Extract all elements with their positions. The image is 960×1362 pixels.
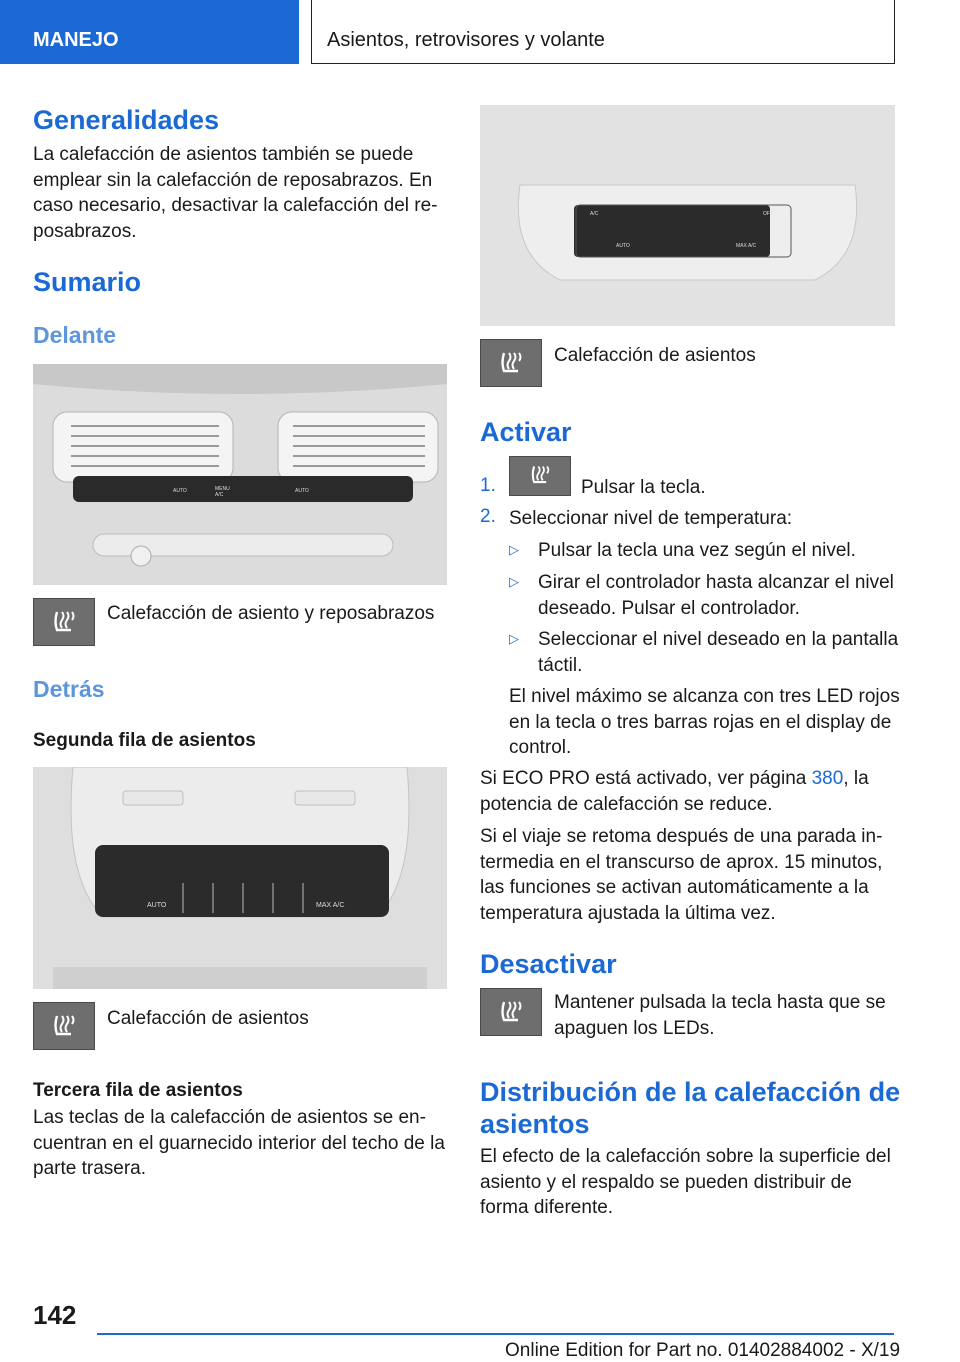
front-auto-label: AUTO <box>173 488 187 494</box>
bullet-2-text: Girar el controlador hasta alcanzar el nivel deseado. Pulsar el controlador. <box>538 572 894 619</box>
chapter-label: MANEJO <box>33 29 119 51</box>
section-header <box>311 0 895 64</box>
third-row-caption: Calefacción de asientos <box>554 345 756 366</box>
footer-divider <box>97 1333 894 1335</box>
tercera-fila-heading: Tercera fila de asientos <box>33 1080 243 1101</box>
step-2-number: 2. <box>480 506 496 527</box>
distribucion-heading: Distribución de la calefacción de asientos <box>480 1077 901 1139</box>
step-1-text: Pulsar la tecla. <box>581 477 706 498</box>
generalidades-paragraph: La calefacción de asientos también se puede emplear sin la calefacción de reposabrazos. En caso necesario, desactivar la calefacción del re‐ posabrazos. <box>33 144 438 242</box>
seat-heating-icon-third <box>480 339 542 387</box>
second-row-caption: Calefacción de asientos <box>107 1008 309 1029</box>
rear-auto-label: AUTO <box>147 902 167 909</box>
step-1-number: 1. <box>480 475 496 496</box>
desactivar-heading: Desactivar <box>480 949 617 979</box>
delante-heading: Delante <box>33 322 117 348</box>
seat-heating-icon-rear <box>33 1002 95 1050</box>
seat-heating-key-icon <box>509 456 571 496</box>
front-climate-panel-image <box>33 364 447 585</box>
third-row-panel-image <box>480 105 895 326</box>
bullet-marker-3: ▷ <box>509 631 519 646</box>
segunda-fila-heading: Segunda fila de asientos <box>33 730 256 751</box>
page-380-link[interactable]: 380 <box>811 768 844 789</box>
desactivar-paragraph: Mantener pulsada la tecla hasta que se apaguen los LEDs. <box>554 992 886 1039</box>
footer-edition: Online Edition for Part no. 01402884002 - X/19 <box>505 1340 901 1361</box>
second-row-panel-image <box>33 767 447 989</box>
front-ac-label: A/C <box>215 492 224 498</box>
bullet-3-text: Seleccionar el nivel deseado en la pantalla táctil. <box>538 629 899 676</box>
bullet-marker-1: ▷ <box>509 542 519 557</box>
front-panel-illustration <box>33 364 447 585</box>
chapter-tab[interactable] <box>0 0 299 64</box>
overhead-off-label: OFF <box>763 211 773 217</box>
detras-heading: Detrás <box>33 676 105 702</box>
rear-max-ac-label: MAX A/C <box>316 902 345 909</box>
section-title: Asientos, retrovisores y volante <box>327 29 605 51</box>
distribucion-paragraph: El efecto de la calefacción sobre la superficie del asiento y el respaldo se pueden distribuir de forma diferente. <box>480 1146 891 1219</box>
seat-heating-icon-desactivar <box>480 988 542 1036</box>
sumario-heading: Sumario <box>33 267 142 297</box>
overhead-ac-label: A/C <box>590 211 599 217</box>
overhead-auto-label: AUTO <box>616 243 630 249</box>
bullet-1-text: Pulsar la tecla una vez según el nivel. <box>538 540 856 561</box>
page-number: 142 <box>33 1300 77 1330</box>
front-menu-label: MENU <box>215 486 230 492</box>
eco-pro-paragraph: Si ECO PRO está activado, ver página 380, la potencia de calefacción se reduce. <box>480 768 869 815</box>
overhead-max-ac-label: MAX A/C <box>736 243 757 249</box>
generalidades-heading: Generalidades <box>33 105 220 135</box>
bullet-marker-2: ▷ <box>509 574 519 589</box>
second-row-illustration <box>33 767 447 989</box>
front-caption: Calefacción de asiento y reposabrazos <box>107 603 435 624</box>
seat-heating-icon <box>33 598 95 646</box>
viaje-paragraph: Si el viaje se retoma después de una parada in‐ termedia en el transcurso de aprox. 15 minutos, las funciones se activan automáticamente a la temperatura ajustada la última vez. <box>480 826 883 924</box>
tercera-fila-paragraph: Las teclas de la calefacción de asientos se en‐ cuentran en el guarnecido interior del techo de la parte trasera. <box>33 1107 445 1180</box>
step-2-text: Seleccionar nivel de temperatura: <box>509 508 793 529</box>
third-row-illustration <box>480 105 895 326</box>
max-level-paragraph: El nivel máximo se alcanza con tres LED rojos en la tecla o tres barras rojas en el display de control. <box>509 686 900 759</box>
activar-heading: Activar <box>480 417 572 447</box>
left-column <box>33 104 451 244</box>
front-auto-label-2: AUTO <box>295 488 309 494</box>
